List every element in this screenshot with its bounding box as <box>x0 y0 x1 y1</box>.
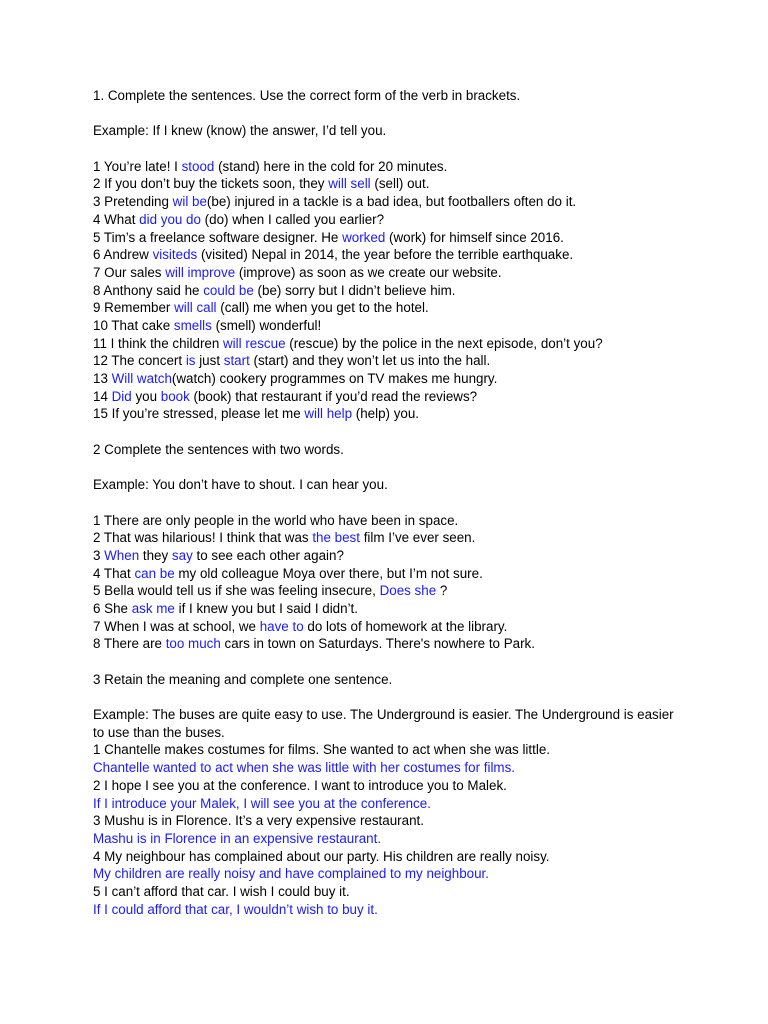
section2-example: Example: You don’t have to shout. I can hear you. <box>93 477 388 493</box>
list-item: 15 If you’re stressed, please let me will help (help) you. <box>93 406 420 422</box>
list-item: 12 The concert is just start (start) and they won’t let us into the hall. <box>93 353 491 369</box>
document-page <box>93 87 693 918</box>
section2-heading: 2 Complete the sentences with two words. <box>93 441 344 457</box>
section3-list <box>93 741 693 918</box>
answer-text: could be <box>203 282 254 298</box>
section3-heading: 3 Retain the meaning and complete one sentence. <box>93 671 393 687</box>
question-text: 3 Mushu is in Florence. It’s a very expensive restaurant. <box>93 813 424 829</box>
answer-text: Will watch <box>111 371 172 386</box>
answer-text: can be <box>134 565 175 581</box>
answer-text: If I could afford that car, I wouldn’t wish to buy it. <box>93 901 378 917</box>
list-item: 10 That cake smells (smell) wonderful! <box>93 317 322 333</box>
answer-text: Did <box>111 388 132 404</box>
section3-example: Example: The buses are quite easy to use. The Underground is easier. The Underground is easier to use than the buses. <box>93 707 674 740</box>
list-item: 2 That was hilarious! I think that was the best film I’ve ever seen. <box>93 530 476 546</box>
list-item: 6 Andrew visiteds (visited) Nepal in 2014, the year before the terrible earthquake. <box>93 247 574 263</box>
list-item: 1 You’re late! I stood (stand) here in the cold for 20 minutes. <box>93 158 448 174</box>
list-item: 7 When I was at school, we have to do lots of homework at the library. <box>93 618 508 634</box>
answer-text: will sell <box>328 176 371 192</box>
answer-text: is <box>185 353 196 369</box>
question-text: 4 My neighbour has complained about our party. His children are really noisy. <box>93 848 550 864</box>
answer-text: will rescue <box>223 335 286 351</box>
answer-text: wil be <box>172 194 207 210</box>
question-text: 2 I hope I see you at the conference. I want to introduce you to Malek. <box>93 777 507 793</box>
answer-text: have to <box>259 618 304 634</box>
answer-text: If I introduce your Malek, I will see you at the conference. <box>93 795 431 811</box>
answer-text: say <box>171 547 193 563</box>
list-item: 9 Remember will call (call) me when you get to the hotel. <box>93 300 429 316</box>
list-item: 11 I think the children will rescue (rescue) by the police in the next episode, don’t you? <box>93 335 603 351</box>
list-item: 3 Pretending wil be(be) injured in a tackle is a bad idea, but footballers often do it. <box>93 194 577 210</box>
list-item: 4 What did you do (do) when I called you earlier? <box>93 211 385 227</box>
answer-text: Chantelle wanted to act when she was little with her costumes for films. <box>93 760 515 776</box>
list-item: 14 Did you book (book) that restaurant if you’d read the reviews? <box>93 388 478 404</box>
list-item: 5 Tim’s a freelance software designer. He worked (work) for himself since 2016. <box>93 229 564 245</box>
answer-text: the best <box>312 530 360 546</box>
answer-text: My children are really noisy and have complained to my neighbour. <box>93 866 489 882</box>
section1-example: Example: If I knew (know) the answer, I’d tell you. <box>93 123 387 139</box>
question-text: 1 Chantelle makes costumes for films. She wanted to act when she was little. <box>93 742 550 758</box>
section2-list <box>93 512 693 654</box>
list-item: 8 Anthony said he could be (be) sorry but I didn’t believe him. <box>93 282 456 298</box>
answer-text: When <box>104 547 140 563</box>
list-item: 7 Our sales will improve (improve) as soon as we create our website. <box>93 264 502 280</box>
answer-text: worked <box>342 229 386 245</box>
list-item: 6 She ask me if I knew you but I said I didn’t. <box>93 600 358 616</box>
list-item: 2 If you don’t buy the tickets soon, they will sell (sell) out. <box>93 176 430 192</box>
answer-text: ask me <box>131 600 175 616</box>
answer-text: visiteds <box>152 247 198 263</box>
answer-text: did you do <box>139 211 201 227</box>
section1-list <box>93 158 693 423</box>
answer-text: will help <box>304 406 353 422</box>
list-item: 1 There are only people in the world who have been in space. <box>93 512 459 528</box>
list-item: 13 Will watch(watch) cookery programmes on TV makes me hungry. <box>93 371 498 386</box>
list-item: 3 When they say to see each other again? <box>93 547 344 563</box>
answer-text: book <box>160 388 190 404</box>
section1-heading: 1. Complete the sentences. Use the correct form of the verb in brackets. <box>93 88 521 103</box>
list-item: 4 That can be my old colleague Moya over there, but I’m not sure. <box>93 565 483 581</box>
answer-text: Mashu is in Florence in an expensive restaurant. <box>93 830 382 846</box>
answer-text: Does she <box>379 583 437 599</box>
answer-text: will improve <box>165 264 236 280</box>
answer-text: smells <box>173 317 212 333</box>
list-item: 5 Bella would tell us if she was feeling insecure, Does she ? <box>93 583 448 599</box>
answer-text: too much <box>165 636 221 652</box>
list-item: 8 There are too much cars in town on Saturdays. There's nowhere to Park. <box>93 636 535 652</box>
answer-text: will call <box>174 300 217 316</box>
answer-text: start <box>223 353 250 369</box>
question-text: 5 I can’t afford that car. I wish I could buy it. <box>93 883 350 899</box>
answer-text: stood <box>181 158 215 174</box>
